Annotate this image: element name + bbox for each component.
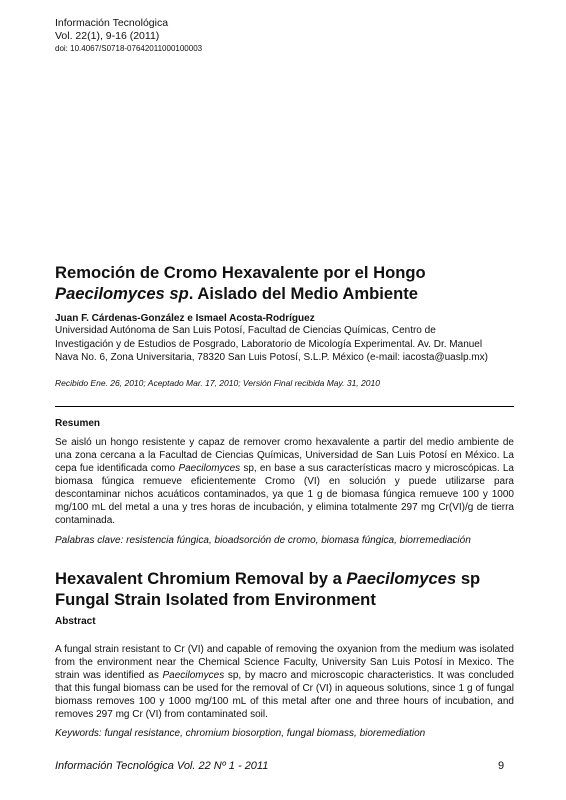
title-english-line1-post: sp — [456, 569, 481, 588]
resumen-text-1: Se aisló un hongo resistente y capaz de remover cromo hexavalente a partir del medio ambiente de una zona cercana a la Facultad de Ciencias Químicas, Universidad de San Luis Potosí en México. La cepa fue identificada como — [55, 437, 514, 474]
title-english-line1 — [55, 568, 525, 589]
palabras-clave: Palabras clave: resistencia fúngica, bioadsorción de cromo, biomasa fúngica, biorremediación — [55, 535, 471, 546]
resumen-heading: Resumen — [55, 418, 101, 429]
resumen-body — [55, 436, 514, 527]
section-divider — [55, 406, 514, 407]
title-english-species: Paecilomyces — [346, 569, 457, 588]
journal-volume: Vol. 22(1), 9-16 (2011) — [55, 30, 160, 42]
affiliation-line2: Investigación y de Estudios de Posgrado, Laboratorio de Micología Experimental. Av. Dr. Manuel — [55, 338, 483, 350]
doi: doi: 10.4067/S0718-07642011000100003 — [55, 44, 203, 53]
affiliation-line3: Nava No. 6, Zona Universitaria, 78320 San Luis Potosí, S.L.P. México (e-mail: iacosta@uaslp.mx) — [55, 352, 488, 364]
affiliation — [55, 324, 525, 365]
abstract-text-1: A fungal strain resistant to Cr (VI) and capable of removing the oxyanion from the medium was isolated from the environment near the Chemical Science Faculty, University San Luis Potosí in Mexico. The strain was identified as — [55, 644, 514, 681]
title-spanish — [55, 262, 525, 304]
title-spanish-line1: Remoción de Cromo Hexavalente por el Hongo — [55, 263, 426, 282]
footer-journal: Información Tecnológica Vol. 22 Nº 1 - 2011 — [55, 760, 269, 772]
page-number: 9 — [498, 760, 505, 772]
title-spanish-line2 — [55, 283, 525, 304]
abstract-body — [55, 643, 514, 721]
title-english — [55, 568, 525, 610]
affiliation-line1: Universidad Autónoma de San Luis Potosí, Facultad de Ciencias Químicas, Centro de — [55, 325, 436, 336]
abstract-text-2: sp, by macro and microscopic characteristics. It was concluded that this fungal biomass can be used for the removal of Cr (VI) in aqueous solutions, since 1 g of fungal biomass removes 100 y 1000 mg/100 mL of this metal after one and three hours of incubation, and removes 297 mg Cr (VI) from contaminated soil. — [55, 670, 514, 720]
abstract-species: Paecilomyces — [162, 670, 225, 681]
title-spanish-line2-rest: . Aislado del Medio Ambiente — [188, 284, 419, 303]
title-english-line1-pre: Hexavalent Chromium Removal by a — [55, 569, 347, 588]
resumen-species: Paecilomyces — [178, 463, 241, 474]
received-dates: Recibido Ene. 26, 2010; Aceptado Mar. 17, 2010; Versión Final recibida May. 31, 2010 — [55, 378, 380, 388]
abstract-heading: Abstract — [55, 616, 96, 627]
title-english-line2: Fungal Strain Isolated from Environment — [55, 590, 376, 609]
keywords: Keywords: fungal resistance, chromium biosorption, fungal biomass, bioremediation — [55, 728, 426, 739]
resumen-text-2: sp, en base a sus características macro y microscópicas. La biomasa fúngica remueve eficientemente Cromo (VI) en solución y puede utilizarse para descontaminar nichos acuáticos contaminados, ya que 1 g de biomasa fúngica remueve 100 y 1000 mg/100 mL del metal a una y tres horas de incubación, y elimina totalmente 297 mg Cr(VI)/g de tierra contaminada. — [55, 463, 514, 526]
journal-name: Información Tecnológica — [55, 17, 169, 29]
title-spanish-species: Paecilomyces sp — [55, 284, 189, 303]
authors: Juan F. Cárdenas-González e Ismael Acosta-Rodríguez — [55, 313, 315, 324]
